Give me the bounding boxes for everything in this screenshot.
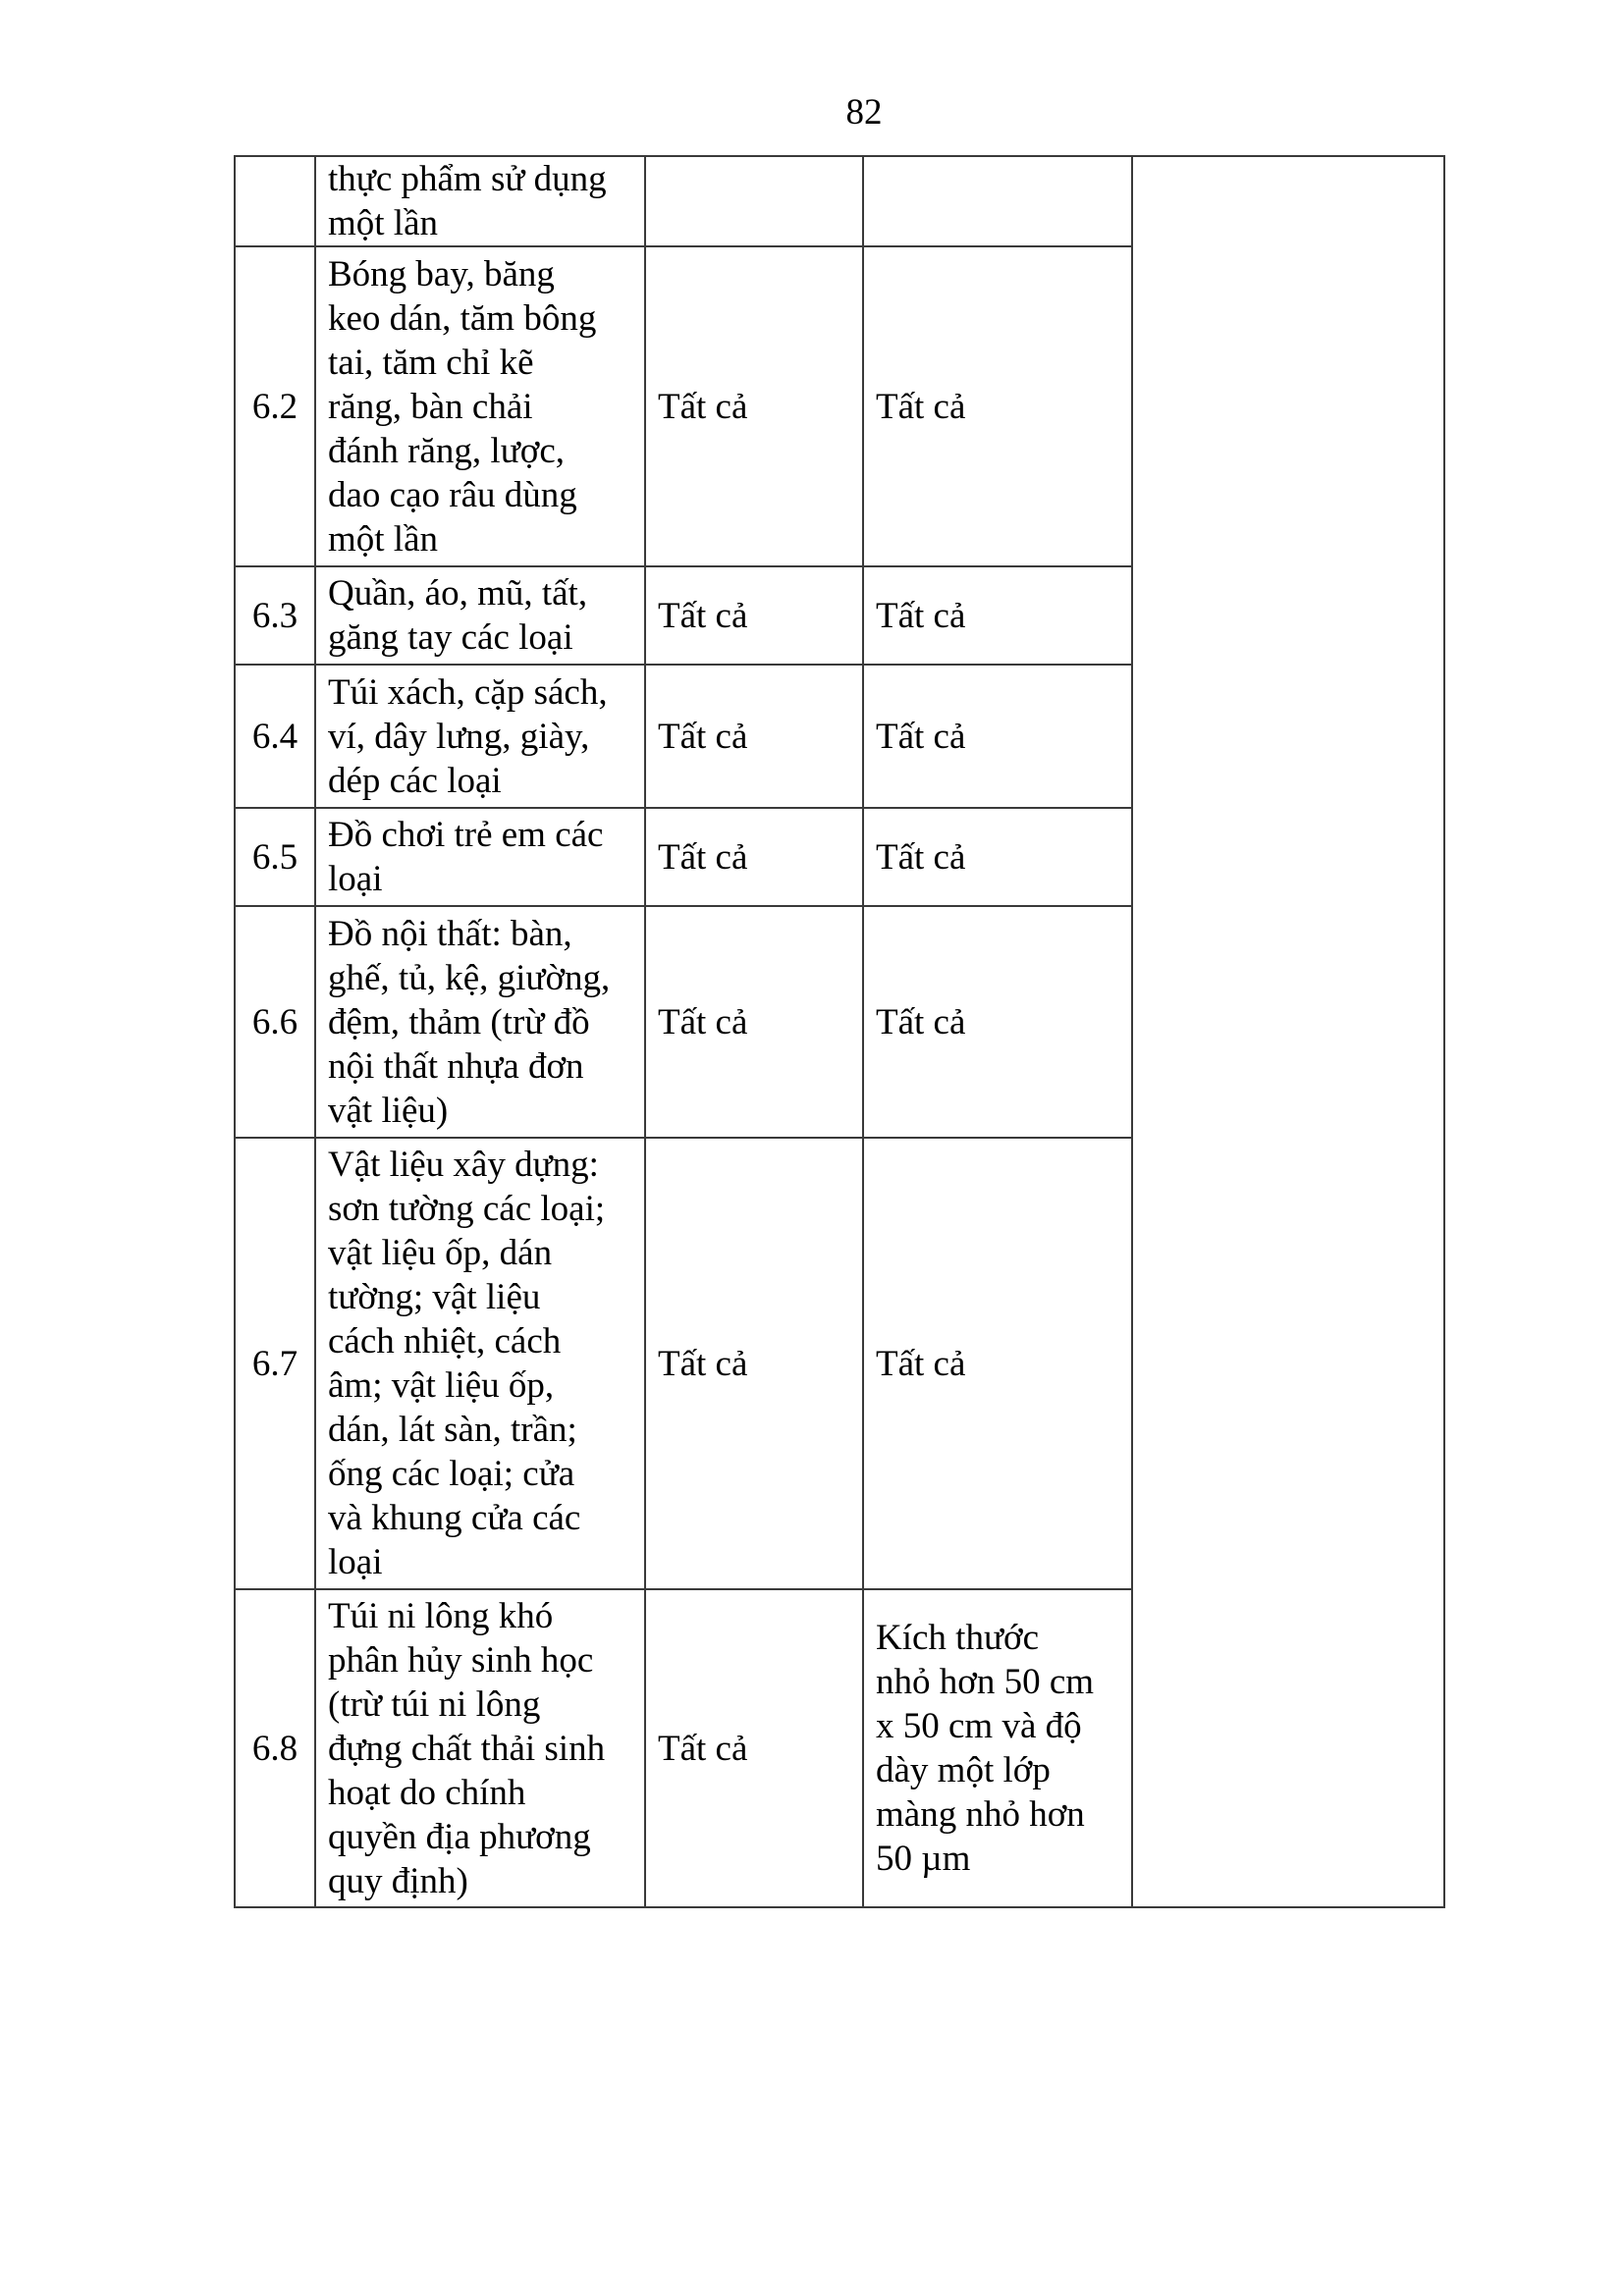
item-name-line: đệm, thảm (trừ đồ (328, 1001, 590, 1042)
item-name (315, 156, 645, 246)
item-spec-line: Tất cả (876, 1001, 966, 1042)
item-name-line: Bóng bay, băng (328, 253, 555, 294)
item-name (315, 808, 645, 906)
item-number (235, 156, 315, 246)
item-name-line: loại (328, 1542, 383, 1582)
item-name-line: âm; vật liệu ốp, (328, 1365, 555, 1406)
item-name-line: Túi xách, cặp sách, (328, 671, 608, 713)
item-name-line: thực phẩm sử dụng (328, 159, 607, 199)
item-scope: Tất cả (645, 808, 863, 906)
item-name-line: (trừ túi ni lông (328, 1683, 541, 1725)
item-name-line: Túi ni lông khó (328, 1595, 554, 1636)
item-spec-line: màng nhỏ hơn (876, 1794, 1085, 1835)
item-name (315, 1589, 645, 1907)
item-name-line: Đồ chơi trẻ em các (328, 815, 604, 855)
item-name (315, 906, 645, 1138)
item-name-line: và khung cửa các (328, 1498, 581, 1538)
item-name-line: ống các loại; cửa (328, 1454, 575, 1494)
item-spec-line: Tất cả (876, 836, 966, 878)
item-spec-line: 50 µm (876, 1839, 971, 1879)
item-spec-line: Kích thước (876, 1618, 1039, 1658)
item-name-line: Quần, áo, mũ, tất, (328, 573, 588, 614)
item-name-line: ghế, tủ, kệ, giường, (328, 957, 611, 998)
item-spec (863, 1589, 1132, 1907)
item-name-line: dán, lát sàn, trần; (328, 1410, 577, 1450)
item-spec (863, 906, 1132, 1138)
item-spec-line: dày một lớp (876, 1750, 1051, 1790)
item-scope: Tất cả (645, 566, 863, 665)
item-number: 6.7 (235, 1138, 315, 1589)
item-number: 6.4 (235, 665, 315, 808)
item-name-line: răng, bàn chải (328, 386, 533, 427)
item-spec-line: x 50 cm và độ (876, 1706, 1082, 1746)
page-number: 82 (845, 92, 883, 133)
item-name-line: hoạt do chính (328, 1772, 526, 1813)
item-scope: Tất cả (645, 665, 863, 808)
item-spec (863, 246, 1132, 566)
item-name (315, 665, 645, 808)
item-name-line: găng tay các loại (328, 617, 573, 658)
item-number: 6.2 (235, 246, 315, 566)
item-name-line: một lần (328, 518, 439, 560)
item-spec-line: Tất cả (876, 595, 966, 636)
item-name-line: loại (328, 859, 383, 899)
item-name (315, 1138, 645, 1589)
item-name-line: tai, tăm chỉ kẽ (328, 342, 534, 383)
item-name-line: đánh răng, lược, (328, 430, 565, 471)
item-scope: Tất cả (645, 1138, 863, 1589)
item-name-line: quy định) (328, 1860, 468, 1901)
table-body (235, 156, 1444, 1907)
item-name-line: một lần (328, 203, 439, 243)
item-name-line: sơn tường các loại; (328, 1189, 606, 1229)
item-spec-line: nhỏ hơn 50 cm (876, 1662, 1095, 1702)
item-name-line: quyền địa phương (328, 1816, 591, 1857)
item-name-line: nội thất nhựa đơn (328, 1045, 584, 1087)
note-cell (1132, 156, 1444, 1907)
item-number: 6.8 (235, 1589, 315, 1907)
regulation-table (234, 155, 1445, 1908)
item-name-line: dao cạo râu dùng (328, 474, 577, 515)
item-name-line: tường; vật liệu (328, 1277, 541, 1317)
item-name-line: dép các loại (328, 760, 502, 801)
item-scope: Tất cả (645, 246, 863, 566)
item-number: 6.6 (235, 906, 315, 1138)
item-number: 6.5 (235, 808, 315, 906)
item-scope (645, 156, 863, 246)
table-row (235, 156, 1444, 246)
item-spec (863, 156, 1132, 246)
item-name-line: vật liệu ốp, dán (328, 1233, 553, 1273)
item-name-line: Đồ nội thất: bàn, (328, 913, 572, 954)
item-spec-line: Tất cả (876, 716, 966, 757)
item-name (315, 566, 645, 665)
item-name-line: keo dán, tăm bông (328, 297, 597, 339)
item-name-line: đựng chất thải sinh (328, 1728, 606, 1769)
item-name-line: ví, dây lưng, giày, (328, 716, 590, 757)
item-scope: Tất cả (645, 1589, 863, 1907)
item-name-line: vật liệu) (328, 1090, 449, 1131)
item-name-line: cách nhiệt, cách (328, 1321, 562, 1362)
item-scope: Tất cả (645, 906, 863, 1138)
item-spec (863, 566, 1132, 665)
item-name-line: phân hủy sinh học (328, 1639, 594, 1681)
item-spec-line: Tất cả (876, 386, 966, 427)
item-spec (863, 1138, 1132, 1589)
item-name-line: Vật liệu xây dựng: (328, 1145, 599, 1185)
item-spec (863, 665, 1132, 808)
item-name (315, 246, 645, 566)
item-spec (863, 808, 1132, 906)
item-spec-line: Tất cả (876, 1343, 966, 1384)
item-number: 6.3 (235, 566, 315, 665)
